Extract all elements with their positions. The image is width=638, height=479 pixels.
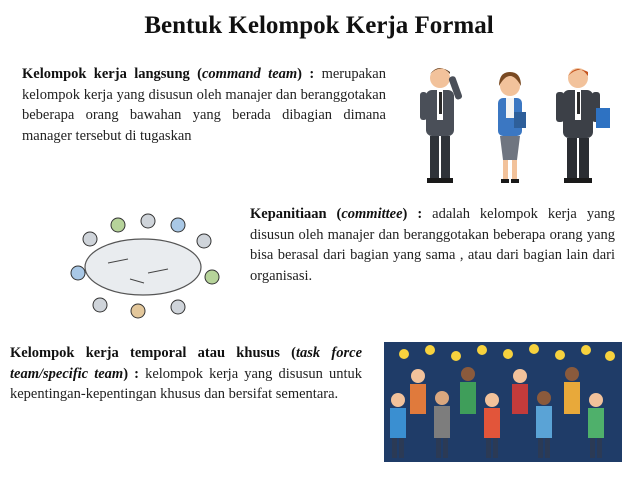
section-body: adalah kelompok kerja yang disusun oleh manajer dan beranggotakan beberapa orang yang bisa berasal dari bagian yang sama , atau dari bagian lain dari organisasi. — [250, 206, 615, 284]
heading-term: command team — [202, 66, 298, 82]
lightbulb-icons — [399, 344, 615, 361]
meeting-table — [85, 239, 201, 295]
slide-title: Bentuk Kelompok Kerja Formal — [144, 12, 494, 39]
heading-suffix: ) : — [402, 206, 423, 222]
section-task-force — [10, 343, 362, 405]
section-committee — [250, 204, 615, 286]
section-command-team — [22, 64, 386, 146]
section-heading — [22, 66, 314, 82]
businessman-phone-figure — [420, 68, 463, 183]
businessman-folder-figure — [556, 68, 610, 183]
heading-suffix: ) : — [297, 66, 315, 82]
business-team-illustration — [410, 62, 618, 186]
diverse-people-lightbulbs-illustration — [384, 342, 622, 462]
section-body: merupakan kelompok kerja yang disusun oleh manajer dan beranggotakan beberapa orang bawahan yang berada dibagian dimana manager tersebut di tugaskan — [22, 66, 386, 144]
meeting-table-sketch — [48, 203, 238, 323]
heading-term: task force team/specific team — [10, 345, 363, 382]
heading-text: Kepanitiaan ( — [250, 206, 342, 222]
section-body: kelompok kerja yang disusun untuk kepentingan-kepentingan khusus dan bersifat sementara. — [10, 365, 362, 402]
heading-suffix: ) : — [123, 365, 139, 382]
businesswoman-figure — [498, 72, 526, 183]
section-heading — [250, 206, 422, 222]
heading-text: Kelompok kerja langsung ( — [22, 66, 202, 82]
heading-term: committee — [341, 206, 403, 222]
heading-text: Kelompok kerja temporal atau khusus ( — [10, 345, 296, 361]
